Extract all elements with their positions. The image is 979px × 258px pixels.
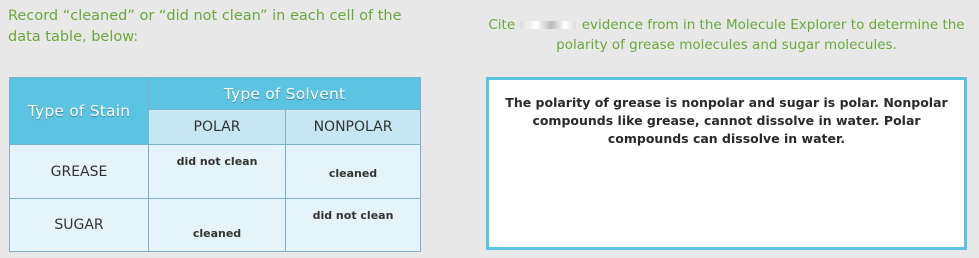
instructions-right-start: Cite — [488, 17, 516, 33]
redaction-mark — [520, 21, 576, 29]
column-header-polar: POLAR — [149, 110, 286, 145]
solvent-type-header: Type of Solvent — [149, 78, 421, 110]
column-header-nonpolar: NONPOLAR — [286, 110, 421, 145]
response-text: The polarity of grease is nonpolar and sugar is polar. Nonpolar compounds like grease, cannot dissolve in water. Polar compounds can dissolve in water. — [505, 95, 948, 146]
instructions-left: Record “cleaned” or “did not clean” in each cell of the data table, below: — [8, 8, 402, 45]
instructions-right — [474, 15, 979, 55]
instructions-right-end: evidence from in the Molecule Explorer to determine the polarity of grease molecules and sugar molecules. — [556, 17, 965, 53]
response-box[interactable] — [486, 77, 967, 250]
cell-sugar-polar[interactable]: cleaned — [149, 199, 286, 252]
data-table — [9, 77, 421, 252]
row-header-grease: GREASE — [10, 145, 149, 199]
stain-type-header: Type of Stain — [10, 78, 149, 145]
row-header-sugar: SUGAR — [10, 199, 149, 252]
cell-grease-polar[interactable]: did not clean — [149, 145, 286, 199]
cell-sugar-nonpolar[interactable]: did not clean — [286, 199, 421, 252]
cell-grease-nonpolar[interactable]: cleaned — [286, 145, 421, 199]
